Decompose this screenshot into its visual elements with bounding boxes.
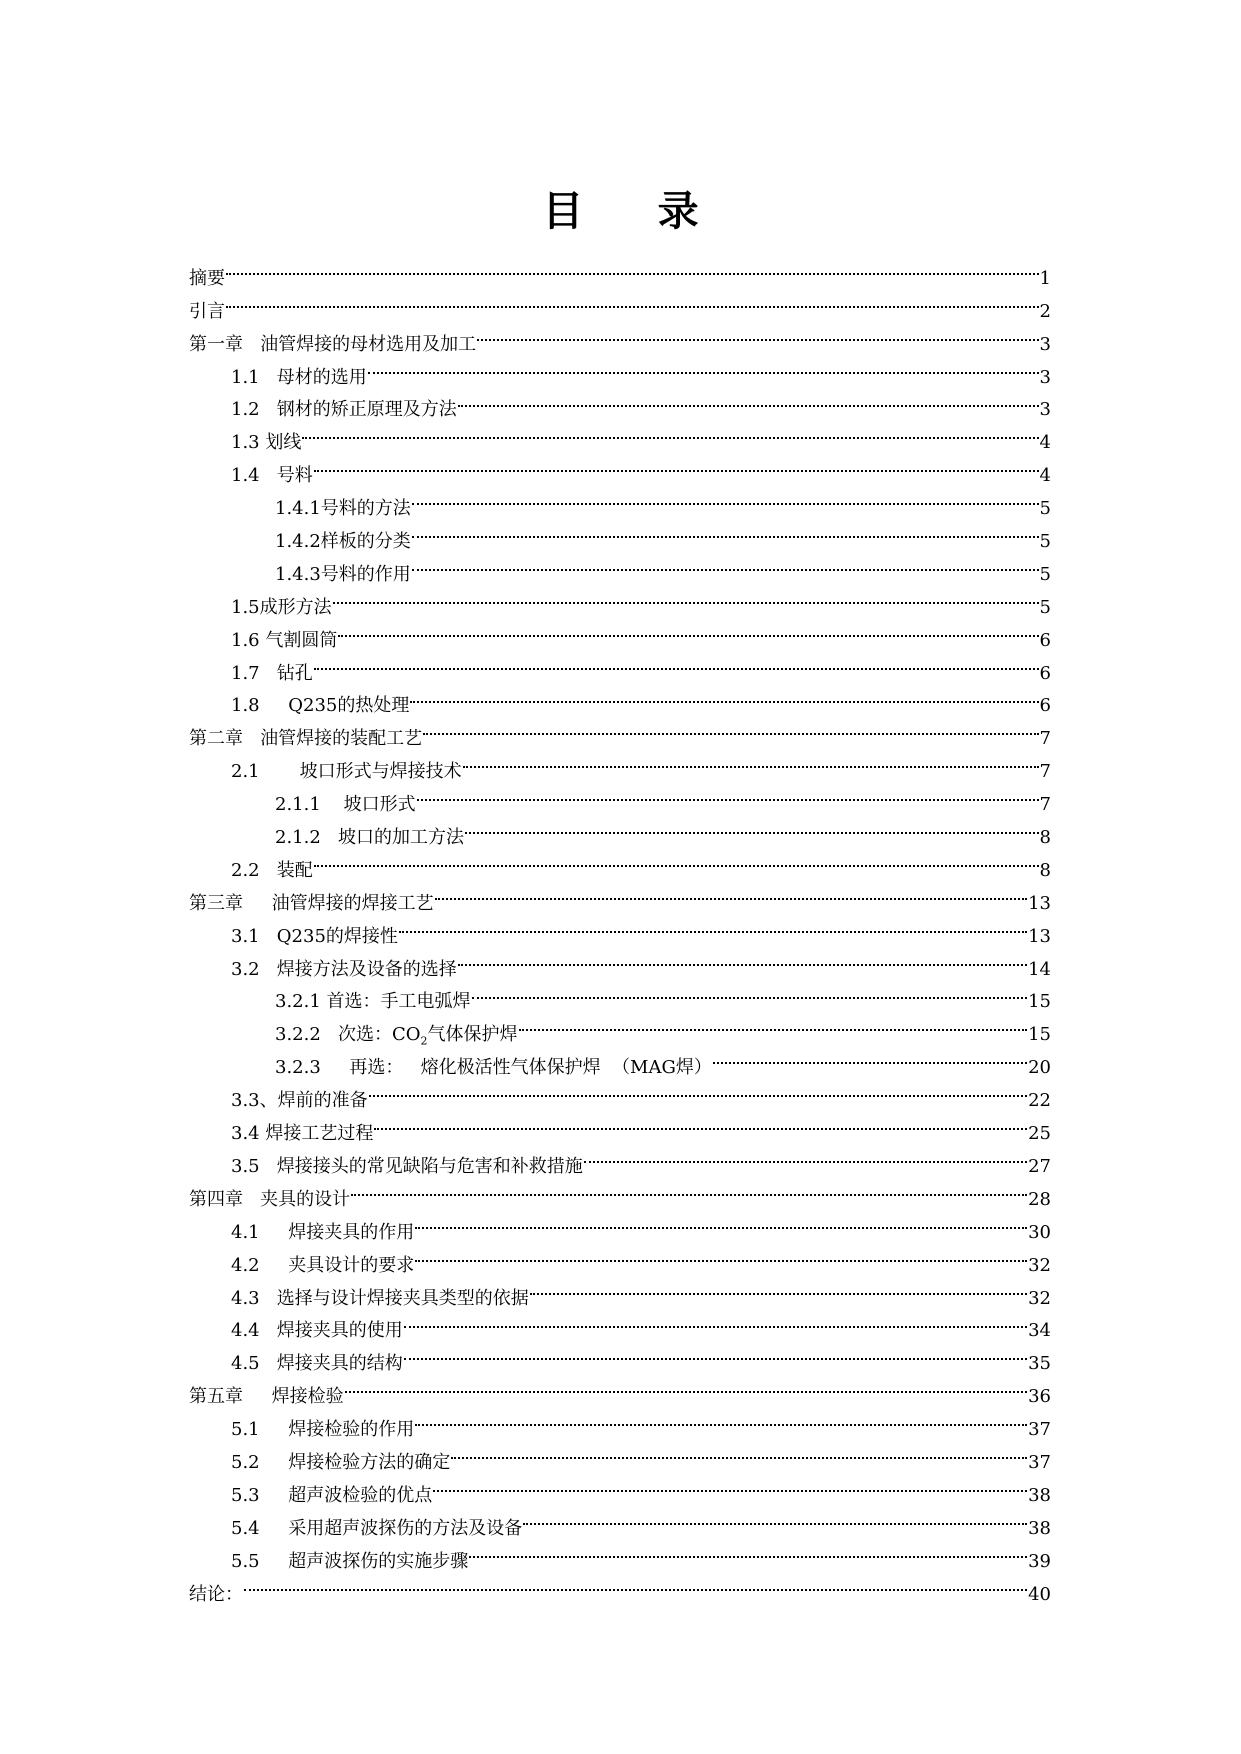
toc-entry-title: 3.2.1 首选：手工电弧焊	[275, 991, 471, 1013]
toc-page-number: 36	[1028, 1386, 1051, 1408]
toc-entry-title: 1.5成形方法	[231, 596, 332, 618]
dot-leader	[374, 1106, 1027, 1139]
toc-page-number: 3	[1039, 399, 1051, 421]
dot-leader	[435, 876, 1027, 909]
toc-entry-title: 1.6 气割圆筒	[231, 629, 338, 651]
toc-entry-title: 3.2.2 次选：$CO_2$气体保护焊	[275, 1024, 518, 1048]
dot-leader	[415, 1205, 1027, 1238]
toc-page-number: 4	[1039, 465, 1051, 487]
toc-entry[interactable]	[189, 1567, 1051, 1605]
toc-entry-title: 1.3 划线	[231, 432, 302, 454]
dot-leader	[404, 1304, 1027, 1337]
toc-entry[interactable]	[189, 251, 1051, 289]
toc-page-number: 2	[1039, 300, 1051, 322]
toc-entry[interactable]	[189, 284, 1051, 322]
dot-leader	[458, 383, 1039, 416]
dot-leader	[433, 1468, 1027, 1501]
toc-page-number: 35	[1028, 1353, 1051, 1375]
toc-entry-title: 2.1.1 坡口形式	[275, 794, 416, 816]
dot-leader	[530, 1271, 1027, 1304]
toc-page-number: 32	[1028, 1287, 1051, 1309]
dot-leader	[345, 1369, 1027, 1402]
toc-entry-title: 2.1 坡口形式与焊接技术	[231, 761, 462, 783]
toc-entry-title: 4.4 焊接夹具的使用	[231, 1320, 403, 1342]
toc-entry-title: 第五章 焊接检验	[189, 1386, 344, 1408]
toc-page-number: 7	[1039, 794, 1051, 816]
dot-leader	[463, 744, 1039, 777]
dot-leader	[584, 1139, 1027, 1172]
toc-page-number: 25	[1028, 1123, 1051, 1145]
dot-leader	[302, 415, 1038, 448]
toc-entry-title: 3.5 焊接接头的常见缺陷与危害和补救措施	[231, 1155, 583, 1177]
dot-leader	[417, 777, 1039, 810]
dot-leader	[314, 646, 1039, 679]
toc-entry-title: 5.4 采用超声波探伤的方法及设备	[231, 1517, 523, 1539]
toc-page-number: 8	[1039, 859, 1051, 881]
toc-page-number: 13	[1028, 892, 1051, 914]
toc-entry-title: 5.5 超声波探伤的实施步骤	[231, 1550, 469, 1572]
dot-leader	[415, 1238, 1027, 1271]
toc-page-number: 38	[1028, 1484, 1051, 1506]
dot-leader	[465, 810, 1039, 843]
dot-leader	[404, 1336, 1027, 1369]
page-title: 目 录	[542, 187, 729, 235]
toc-page-number: 34	[1028, 1320, 1051, 1342]
dot-leader	[410, 679, 1038, 712]
toc-entry[interactable]	[189, 679, 1051, 717]
toc-entry-title: 5.3 超声波检验的优点	[231, 1484, 433, 1506]
toc-entry-title: 2.2 装配	[231, 859, 313, 881]
dot-leader	[333, 580, 1039, 613]
toc-page-number: 5	[1039, 596, 1051, 618]
toc-entry-title: 4.5 焊接夹具的结构	[231, 1353, 403, 1375]
toc-entry-title: 5.2 焊接检验方法的确定	[231, 1451, 451, 1473]
toc-entry-title: 1.4 号料	[231, 465, 313, 487]
toc-entry-title: 3.2 焊接方法及设备的选择	[231, 958, 457, 980]
toc-entry-title: 3.3、焊前的准备	[231, 1090, 368, 1112]
toc-entry[interactable]	[189, 481, 1051, 520]
toc-entry-title: 1.1 母材的选用	[231, 366, 367, 388]
toc-entry-title: 1.4.1号料的方法	[275, 498, 411, 520]
toc-entry-title: 1.4.2样板的分类	[275, 531, 411, 553]
toc-page-number: 5	[1039, 531, 1051, 553]
toc-entry-title: 3.1 Q235的焊接性	[231, 925, 398, 947]
dot-leader	[523, 1501, 1027, 1534]
toc-page-number: 3	[1039, 333, 1051, 355]
dot-leader	[415, 1402, 1027, 1435]
toc-page-number: 30	[1028, 1221, 1051, 1243]
toc-page-number: 40	[1028, 1583, 1051, 1605]
toc-page-number: 15	[1028, 1024, 1051, 1046]
toc-entry-title: 结论：	[189, 1583, 243, 1605]
dot-leader	[412, 514, 1039, 547]
toc-page-number: 8	[1039, 827, 1051, 849]
dot-leader	[351, 1172, 1027, 1205]
toc-entry-title: 2.1.2 坡口的加工方法	[275, 827, 464, 849]
toc-entry[interactable]	[189, 415, 1051, 454]
toc-page-number: 37	[1028, 1451, 1051, 1473]
toc-page-number: 5	[1039, 563, 1051, 585]
toc-page-number: 27	[1028, 1155, 1051, 1177]
toc-page-number: 32	[1028, 1254, 1051, 1276]
dot-leader	[314, 843, 1039, 876]
toc-page-number: 5	[1039, 498, 1051, 520]
toc-entry-title: 4.1 焊接夹具的作用	[231, 1221, 415, 1243]
toc-entry[interactable]	[189, 876, 1051, 914]
toc-entry[interactable]	[189, 448, 1051, 487]
toc-page-number: 28	[1028, 1188, 1051, 1210]
toc-entry-title: 摘要	[189, 267, 225, 289]
dot-leader	[369, 1073, 1027, 1106]
toc-page-number: 38	[1028, 1517, 1051, 1539]
toc-page-number: 37	[1028, 1419, 1051, 1441]
toc-page-number: 6	[1039, 695, 1051, 717]
toc-page-number: 6	[1039, 662, 1051, 684]
toc-entry-title: 5.1 焊接检验的作用	[231, 1419, 415, 1441]
toc-entry-title: 1.2 钢材的矫正原理及方法	[231, 399, 457, 421]
toc-entry[interactable]	[189, 317, 1051, 355]
dot-leader	[412, 481, 1039, 514]
toc-entry-title: 第四章 夹具的设计	[189, 1188, 351, 1210]
toc-entry-subscript: 2	[420, 1034, 428, 1048]
toc-page-number: 3	[1039, 366, 1051, 388]
dot-leader	[477, 317, 1038, 350]
toc-entry-title: 第三章 油管焊接的焊接工艺	[189, 892, 434, 914]
toc-entry-title: 第一章 油管焊接的母材选用及加工	[189, 333, 477, 355]
dot-leader	[399, 909, 1027, 942]
toc-page-number: 7	[1039, 728, 1051, 750]
dot-leader	[244, 1567, 1027, 1600]
dot-leader	[226, 251, 1039, 284]
dot-leader	[469, 1534, 1027, 1567]
toc-page-number: 13	[1028, 925, 1051, 947]
toc-page-number: 6	[1039, 629, 1051, 651]
toc-page-number: 7	[1039, 761, 1051, 783]
dot-leader	[713, 1040, 1027, 1073]
dot-leader	[368, 350, 1039, 383]
toc-entry-title-suffix: 气体保护焊	[427, 1024, 518, 1046]
toc-entry-title: 1.4.3号料的作用	[275, 563, 411, 585]
toc-entry[interactable]	[189, 843, 1051, 881]
toc-entry-title: 3.2.3 再选： 熔化极活性气体保护焊 （MAG焊）	[275, 1057, 712, 1079]
dot-leader	[519, 1007, 1028, 1040]
toc-entry-title: 1.8 Q235的热处理	[231, 695, 410, 717]
dot-leader	[338, 613, 1038, 646]
toc-page-number: 22	[1028, 1090, 1051, 1112]
dot-leader	[412, 547, 1039, 580]
toc-page-number: 15	[1028, 991, 1051, 1013]
toc-page-number: 4	[1039, 432, 1051, 454]
dot-leader	[314, 448, 1039, 481]
toc-entry-title: 引言	[189, 300, 225, 322]
toc-entry-title: 4.3 选择与设计焊接夹具类型的依据	[231, 1287, 529, 1309]
dot-leader	[451, 1435, 1027, 1468]
toc-entry-title: 第二章 油管焊接的装配工艺	[189, 728, 423, 750]
toc-page-number: 39	[1028, 1550, 1051, 1572]
dot-leader	[423, 711, 1038, 744]
table-of-contents	[189, 251, 1051, 1605]
toc-entry-title: 4.2 夹具设计的要求	[231, 1254, 415, 1276]
dot-leader	[226, 284, 1039, 317]
dot-leader	[472, 975, 1028, 1008]
toc-page-number: 14	[1028, 958, 1051, 980]
toc-page-number: 1	[1039, 267, 1051, 289]
toc-entry[interactable]	[189, 646, 1051, 684]
toc-entry-title: 3.4 焊接工艺过程	[231, 1123, 374, 1145]
toc-page-number: 20	[1028, 1057, 1051, 1079]
toc-entry-title: 1.7 钻孔	[231, 662, 313, 684]
dot-leader	[458, 942, 1027, 975]
